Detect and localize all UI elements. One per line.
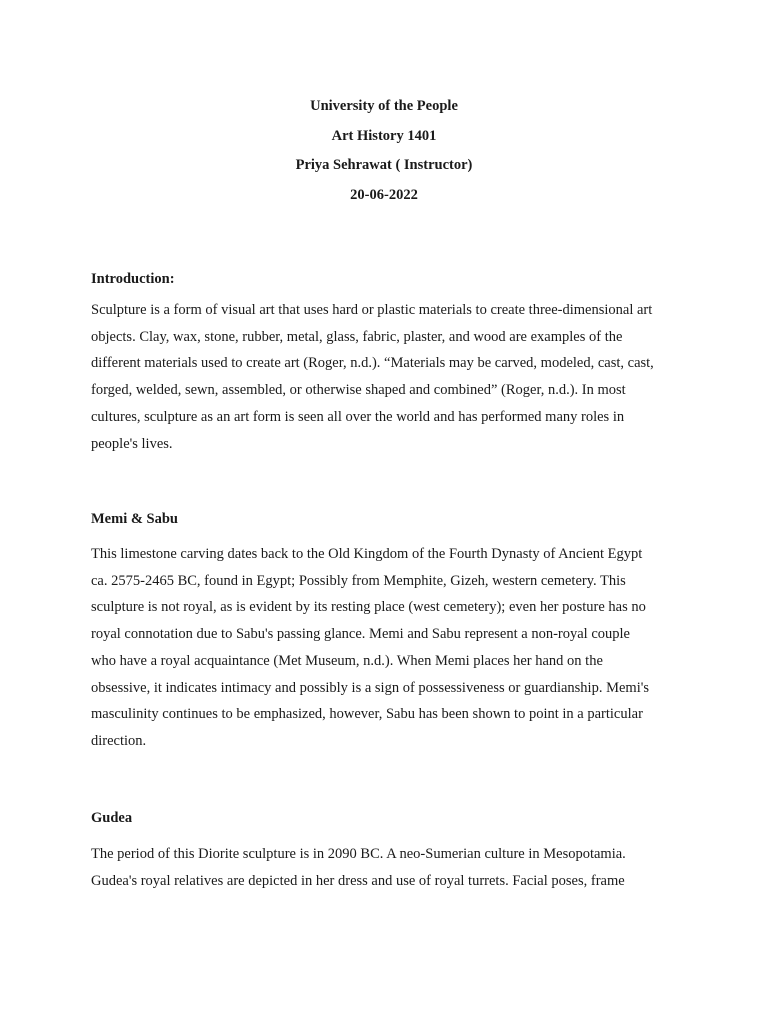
paragraph-line: Sculpture is a form of visual art that uses hard or plastic materials to create three-dimensional art (91, 302, 653, 318)
paragraph-line: cultures, sculpture as an art form is seen all over the world and has performed many roles in (91, 408, 625, 425)
instructor-name: Priya Sehrawat ( Instructor) (295, 157, 473, 173)
paragraph-line: ca. 2575-2465 BC, found in Egypt; Possibly from Memphite, Gizeh, western cemetery. This (91, 572, 626, 589)
section-heading-gudea: Gudea (91, 810, 133, 826)
course-name: Art History 1401 (331, 127, 437, 144)
section-heading-memi-sabu: Memi & Sabu (91, 511, 178, 527)
paragraph-gudea (91, 841, 691, 894)
paragraph-line: This limestone carving dates back to the Old Kingdom of the Fourth Dynasty of Ancient Egypt (91, 546, 643, 562)
paragraph-line: people's lives. (91, 435, 173, 452)
paragraph-line: direction. (91, 732, 147, 749)
institution-name: University of the People (310, 98, 458, 114)
paragraph-line: forged, welded, sewn, assembled, or otherwise shaped and combined” (Roger, n.d.). In most (91, 382, 626, 399)
paragraph-memi-sabu (91, 541, 691, 755)
document-date: 20-06-2022 (350, 186, 418, 203)
paragraph-line: royal connotation due to Sabu's passing glance. Memi and Sabu represent a non-royal couple (91, 626, 630, 643)
paragraph-introduction (91, 297, 691, 457)
paragraph-line: masculinity continues to be emphasized, however, Sabu has been shown to point in a particular (91, 706, 643, 723)
paragraph-line: obsessive, it indicates intimacy and possibly is a sign of possessiveness or guardianship. Memi's (91, 679, 649, 696)
paragraph-line: Gudea's royal relatives are depicted in her dress and use of royal turrets. Facial poses, frame (91, 872, 625, 889)
paragraph-line: who have a royal acquaintance (Met Museum, n.d.). When Memi places her hand on the (91, 652, 603, 669)
section-heading-introduction: Introduction: (91, 271, 175, 287)
paragraph-line: sculpture is not royal, as is evident by its resting place (west cemetery); even her posture has no (91, 599, 646, 616)
paragraph-line: different materials used to create art (Roger, n.d.). “Materials may be carved, modeled, cast, cast, (91, 355, 654, 372)
title-block (0, 92, 768, 210)
paragraph-line: objects. Clay, wax, stone, rubber, metal, glass, fabric, plaster, and wood are examples of the (91, 328, 623, 345)
paragraph-line: The period of this Diorite sculpture is in 2090 BC. A neo-Sumerian culture in Mesopotamia. (91, 846, 626, 862)
